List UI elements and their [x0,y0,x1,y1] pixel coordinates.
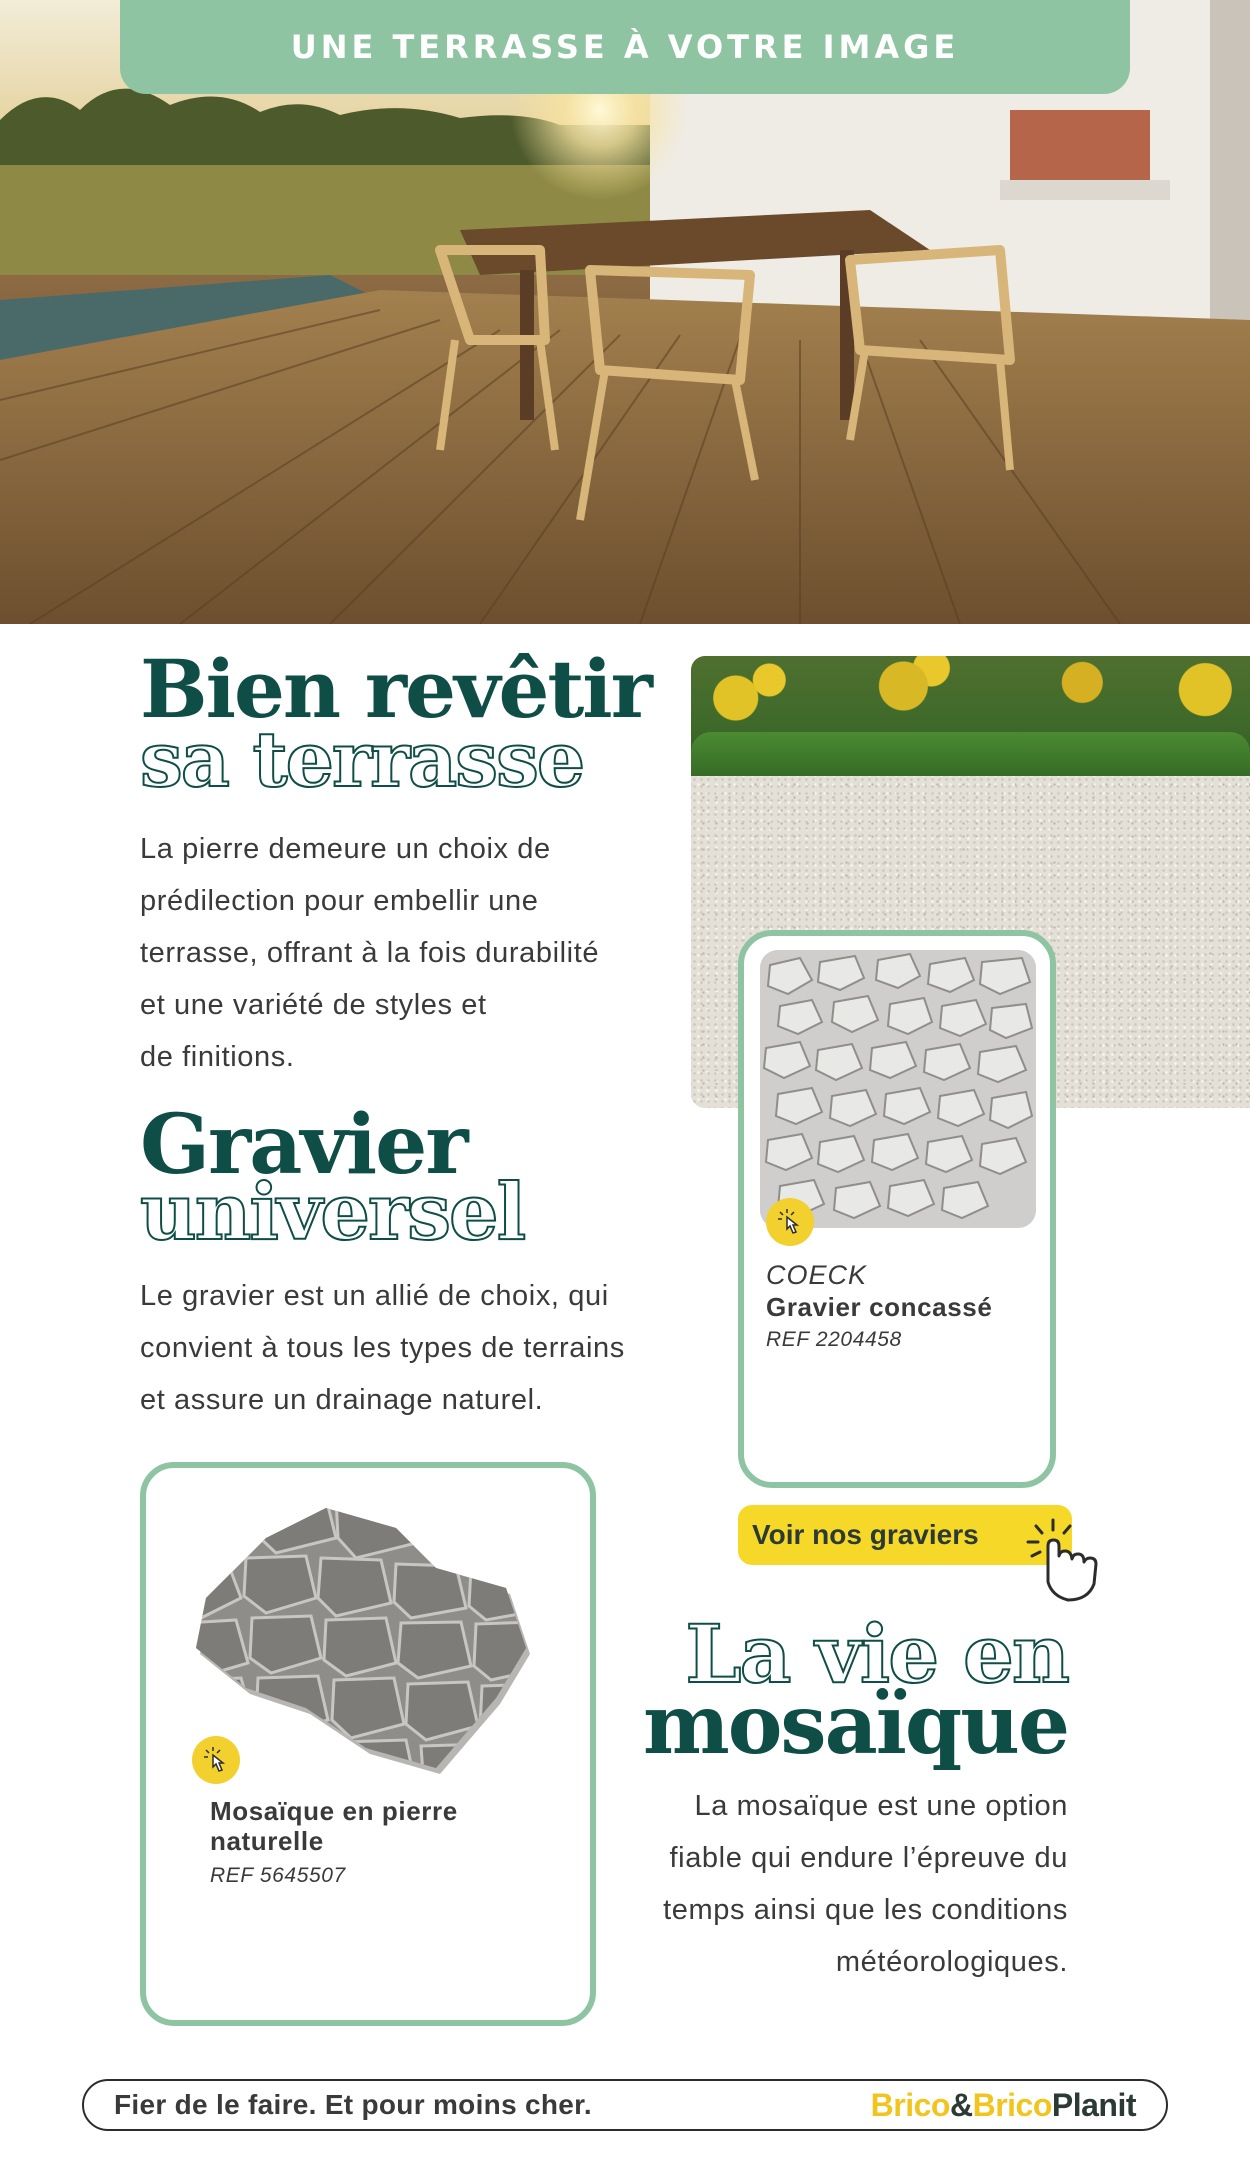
mosaic-product-image [186,1498,566,1788]
product-ref: REF 2204458 [766,1328,902,1351]
footer-bar [82,2079,1168,2131]
hero-terrace-photo [0,0,1250,624]
title-banner [120,0,1130,94]
product-name: Gravier concassé [766,1292,993,1322]
heading-sa-terrasse: sa terrasse [140,715,584,804]
banner-title: UNE TERRASSE À VOTRE IMAGE [290,28,960,66]
pointer-click-icon[interactable] [192,1736,240,1784]
heading-la-vie-en: La vie en [685,1607,1068,1701]
product-card-gravier[interactable] [738,930,1056,1488]
paragraph-gravier: Le gravier est un allié de choix, qui convient à tous les types de terrains et assure un drainage naturel. [140,1280,625,1416]
brico-planit-logo[interactable]: Brico&BricoPlanit [870,2086,1136,2123]
product-brand: COECK [766,1260,868,1290]
product-name: Mosaïque en pierre naturelle [210,1796,458,1856]
product-card-mosaique[interactable] [140,1462,596,2026]
footer-slogan: Fier de le faire. Et pour moins cher. [114,2089,592,2120]
heading-mosaique: mosaïque [642,1677,1068,1773]
product-ref: REF 5645507 [210,1864,346,1887]
paragraph-terrasse: La pierre demeure un choix de prédilection pour embellir une terrasse, offrant à la fois durabilité et une variété de styles et de finitions. [140,833,600,1073]
pointer-click-icon[interactable] [1018,1516,1104,1606]
gravel-product-image [760,950,1036,1228]
pointer-click-icon[interactable] [766,1198,814,1246]
heading-bien-revetir: Bien revêtir [140,642,651,736]
paragraph-mosaique: La mosaïque est une option fiable qui endure l’épreuve du temps ainsi que les conditions météorologiques. [663,1790,1068,1978]
cta-label: Voir nos graviers [752,1519,979,1550]
heading-universel: universel [140,1167,525,1258]
heading-gravier: Gravier [140,1097,467,1193]
